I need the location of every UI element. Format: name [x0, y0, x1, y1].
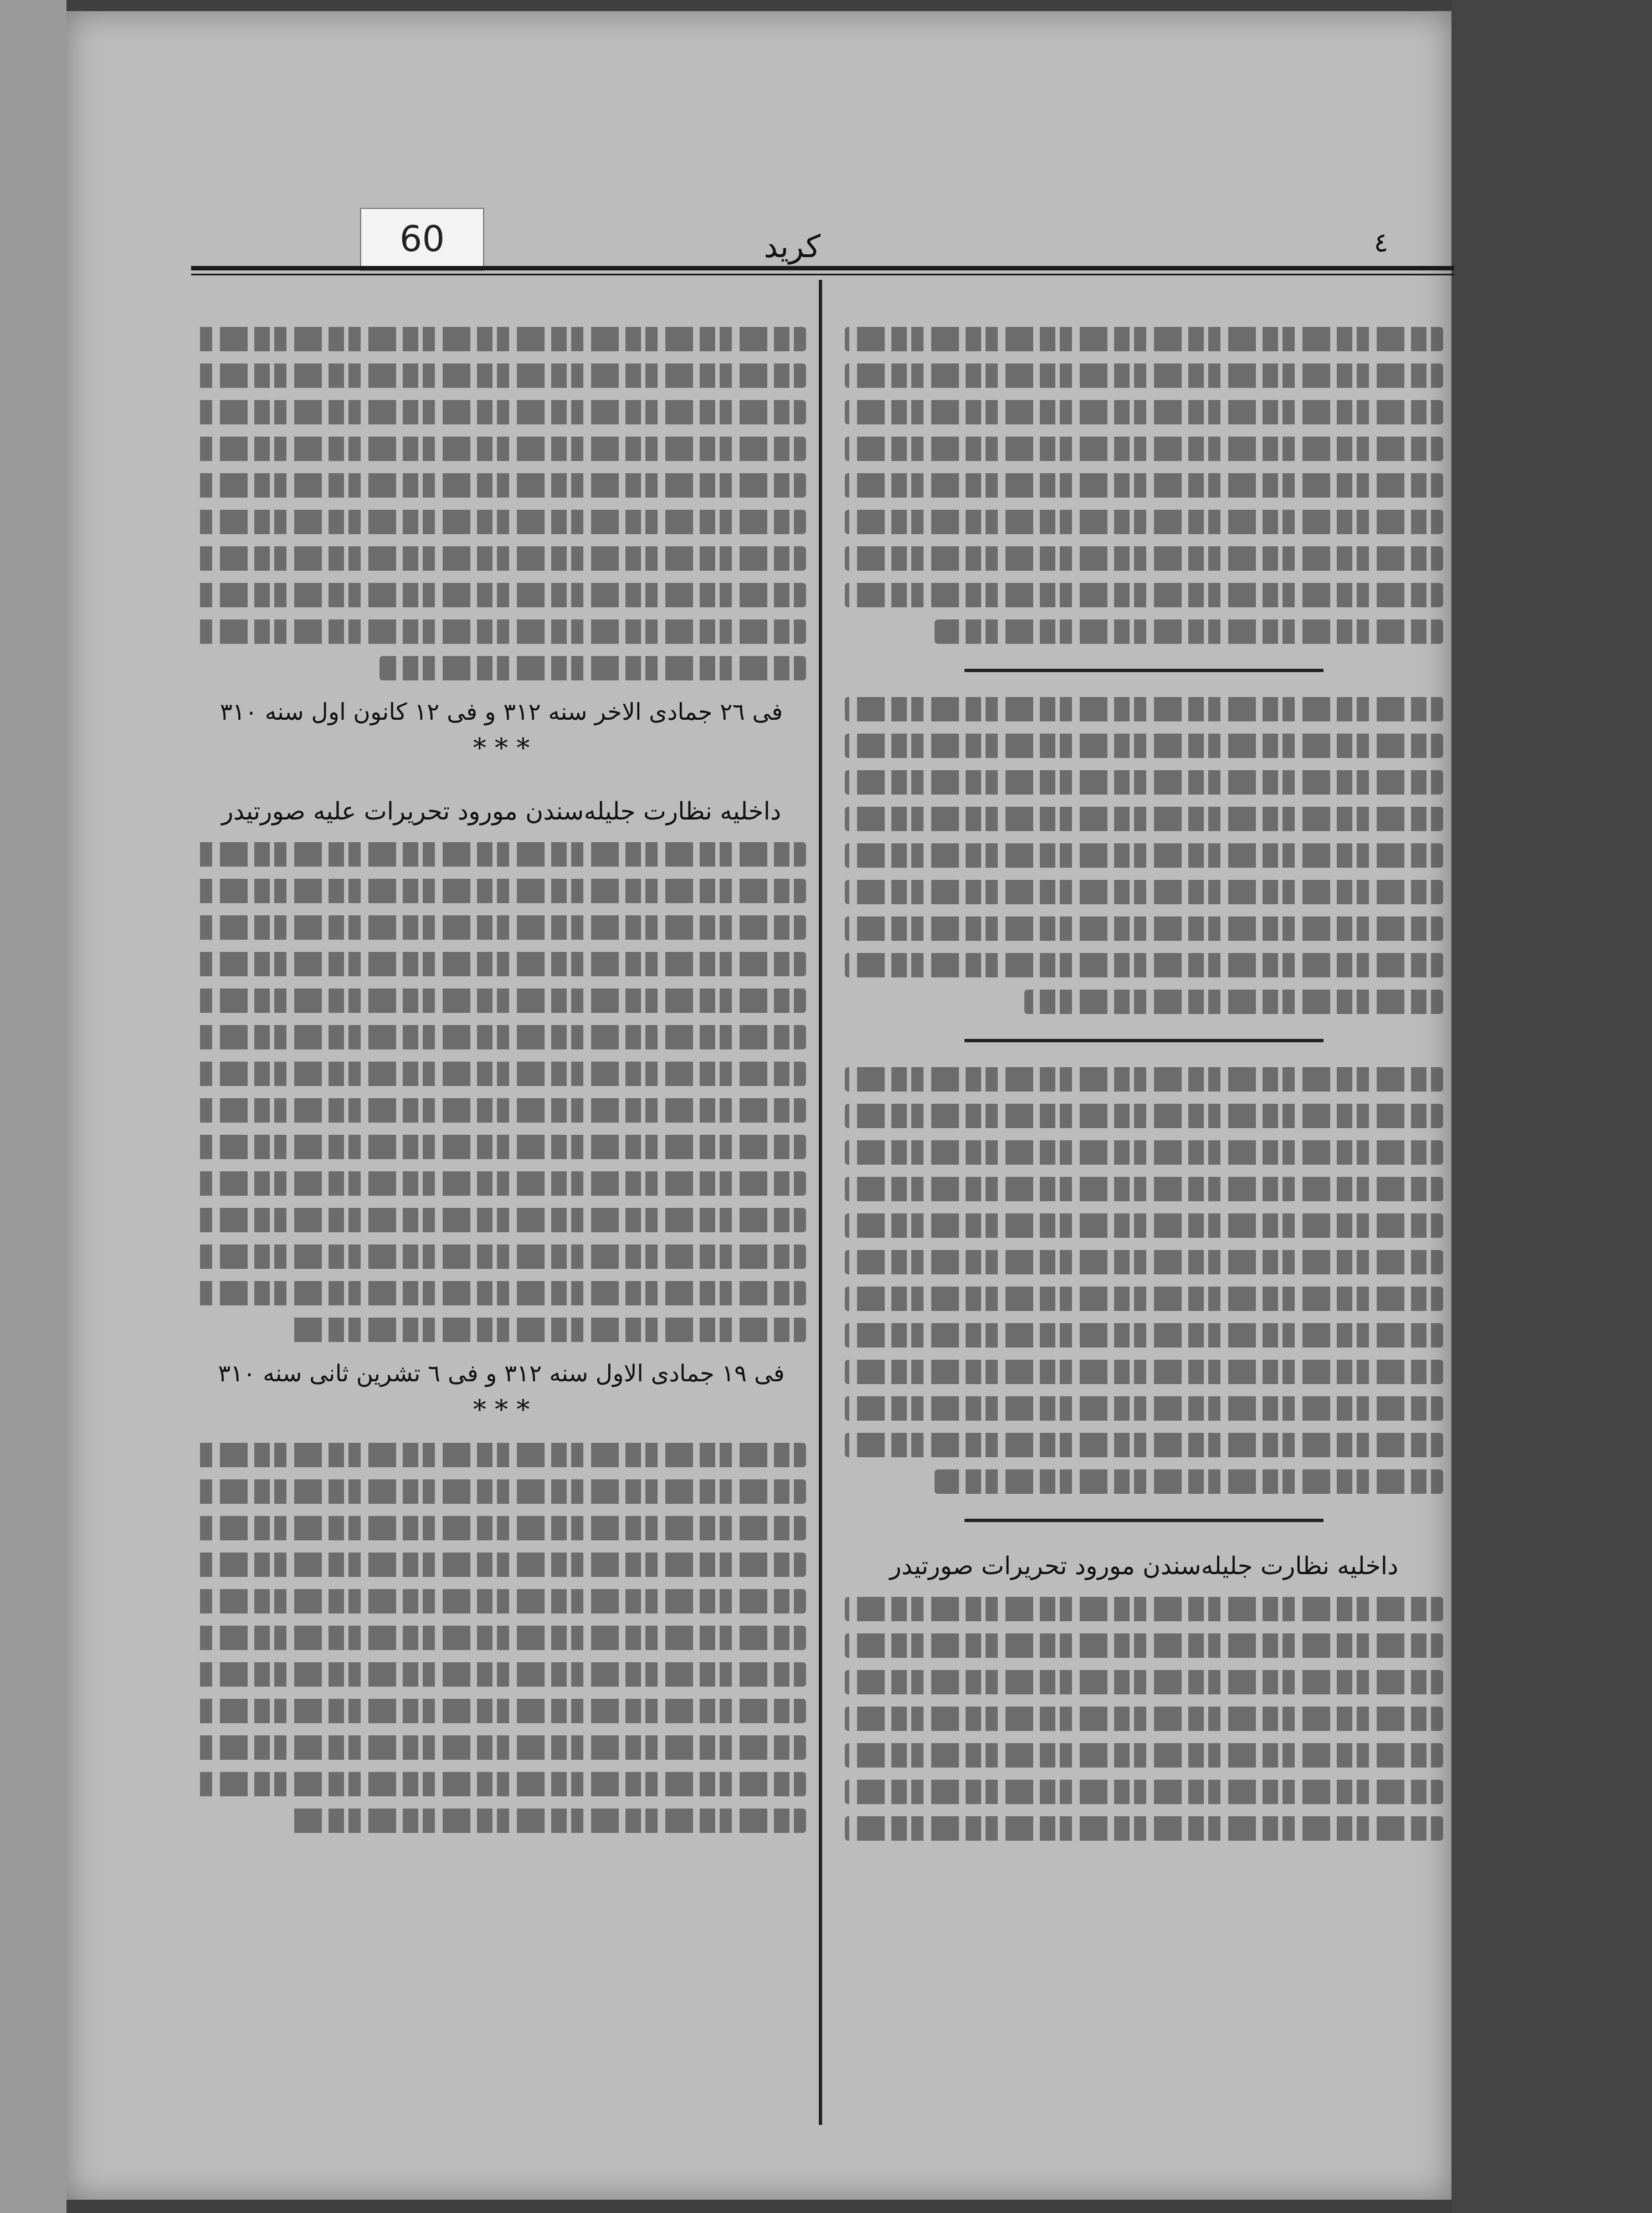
- article-6: [197, 792, 806, 1393]
- text-line: [197, 1589, 806, 1613]
- text-line: [935, 1469, 1443, 1494]
- text-line: [845, 953, 1443, 977]
- text-line: [197, 1626, 806, 1650]
- text-line: [197, 988, 806, 1013]
- text-line: [197, 1171, 806, 1196]
- text-line: [288, 1318, 806, 1342]
- text-line: [845, 1433, 1443, 1457]
- left-page-strip: [0, 0, 66, 2213]
- text-line: [845, 770, 1443, 795]
- text-line: [845, 1597, 1443, 1621]
- scan-background: [1451, 0, 1652, 2213]
- text-line: [845, 697, 1443, 721]
- text-line: [845, 1287, 1443, 1311]
- text-line: [197, 1772, 806, 1796]
- text-line: [197, 1098, 806, 1123]
- text-line: [197, 619, 806, 644]
- text-line: [845, 1743, 1443, 1768]
- text-line: [845, 583, 1443, 607]
- text-line: [845, 546, 1443, 571]
- right-column: [845, 327, 1443, 1853]
- text-line: [845, 1323, 1443, 1348]
- text-line: [197, 842, 806, 867]
- text-line: [197, 1025, 806, 1049]
- article-date: فی ٢٦ جمادی الاخر سنه ٣١٢ و فی ١٢ کانون اول سنه ٣١٠: [220, 698, 783, 725]
- text-line: [197, 1699, 806, 1723]
- folio-label: 60: [360, 208, 484, 271]
- text-line: [197, 1553, 806, 1577]
- text-line: [845, 400, 1443, 424]
- header-rule-thin: [191, 274, 1454, 275]
- text-line: [197, 363, 806, 388]
- header-rule-thick: [191, 266, 1454, 270]
- text-line: [845, 916, 1443, 941]
- text-line: [197, 400, 806, 424]
- article-1: [845, 327, 1443, 644]
- column-divider: [819, 280, 822, 2125]
- text-line: [197, 473, 806, 498]
- text-line: [845, 734, 1443, 758]
- text-line: [845, 1250, 1443, 1274]
- text-line: [197, 437, 806, 461]
- text-line: [845, 1213, 1443, 1238]
- text-line: [845, 473, 1443, 498]
- text-line: [379, 656, 806, 680]
- article-heading: داخليه نظارت جليله‌سندن مورود تحريرات عليه صورتيدر: [222, 797, 781, 826]
- text-line: [197, 583, 806, 607]
- text-line: [845, 1670, 1443, 1694]
- text-line: [845, 510, 1443, 534]
- section-stars: * * *: [473, 732, 530, 764]
- text-line: [845, 1633, 1443, 1658]
- text-line: [197, 1662, 806, 1687]
- text-line: [845, 1816, 1443, 1841]
- text-line: [197, 1062, 806, 1086]
- text-line: [197, 879, 806, 903]
- text-line: [845, 363, 1443, 388]
- article-2: [845, 697, 1443, 1014]
- text-line: [845, 1140, 1443, 1165]
- text-line: [197, 546, 806, 571]
- text-line: [197, 510, 806, 534]
- text-line: [845, 1177, 1443, 1201]
- text-line: [197, 915, 806, 940]
- section-stars: * * *: [473, 1394, 530, 1425]
- text-line: [197, 1516, 806, 1540]
- text-line: [845, 1360, 1443, 1384]
- text-line: [935, 619, 1443, 644]
- text-line: [197, 327, 806, 351]
- article-5: [197, 327, 806, 731]
- text-line: [197, 1244, 806, 1269]
- masthead-title: کرید: [763, 228, 821, 265]
- text-line: [845, 1104, 1443, 1128]
- article-date: فی ١٩ جمادی الاول سنه ٣١٢ و فی ٦ تشرين ثانی سنه ٣١٠: [218, 1360, 785, 1387]
- article-separator: [964, 669, 1323, 672]
- text-line: [197, 1135, 806, 1159]
- left-column: [197, 327, 806, 1845]
- text-line: [288, 1809, 806, 1833]
- text-line: [197, 1479, 806, 1504]
- page-number: ٤: [1374, 227, 1388, 258]
- text-line: [845, 437, 1443, 461]
- text-line: [845, 843, 1443, 868]
- text-line: [197, 1208, 806, 1232]
- article-heading: داخليه نظارت جليله‌سندن مورود تحريرات صورتيدر: [889, 1552, 1399, 1580]
- text-line: [1024, 990, 1443, 1014]
- text-line: [845, 1396, 1443, 1421]
- text-line: [197, 952, 806, 976]
- text-line: [845, 807, 1443, 831]
- article-3: [845, 1067, 1443, 1494]
- text-line: [845, 1067, 1443, 1092]
- text-line: [845, 1707, 1443, 1731]
- text-line: [197, 1281, 806, 1305]
- article-separator: [964, 1519, 1323, 1522]
- text-line: [197, 1443, 806, 1467]
- article-separator: [964, 1039, 1323, 1042]
- text-line: [845, 880, 1443, 904]
- text-line: [197, 1735, 806, 1760]
- text-line: [845, 327, 1443, 351]
- article-7: [197, 1443, 806, 1833]
- article-4: [845, 1547, 1443, 1841]
- text-line: [845, 1780, 1443, 1804]
